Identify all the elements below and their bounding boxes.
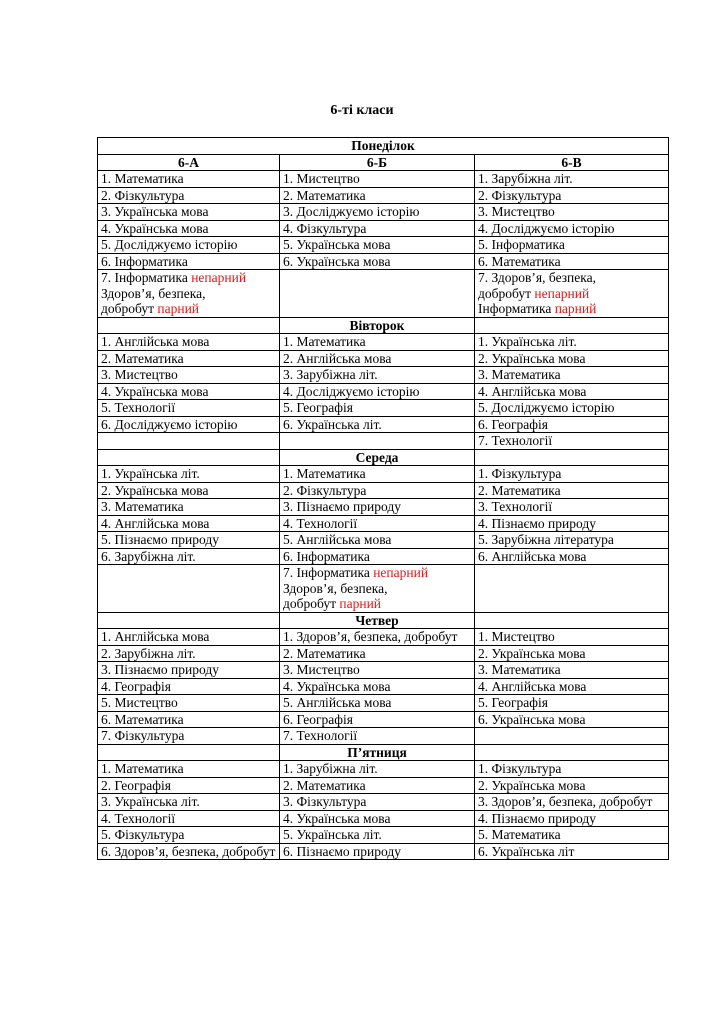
- lesson-cell: [475, 728, 669, 745]
- lesson-cell: 6. Математика: [98, 711, 280, 728]
- lesson-cell: [475, 565, 669, 613]
- table-row: [98, 728, 669, 745]
- lesson-cell: 4. Фізкультура: [280, 220, 475, 237]
- lesson-cell: 6. Українська мова: [475, 711, 669, 728]
- lesson-cell: 3. Пізнаємо природу: [280, 499, 475, 516]
- lesson-cell: 3. Математика: [98, 499, 280, 516]
- table-row: [98, 204, 669, 221]
- lesson-cell: 2. Математика: [280, 777, 475, 794]
- lesson-cell: 6. Географія: [280, 711, 475, 728]
- lesson-cell: 2. Українська мова: [475, 350, 669, 367]
- lesson-cell: 1. Мистецтво: [280, 171, 475, 188]
- table-row: [98, 695, 669, 712]
- class-header: 6-Б: [280, 154, 475, 171]
- cell-text: Інформатика: [478, 301, 555, 316]
- lesson-cell: 1. Фізкультура: [475, 466, 669, 483]
- lesson-cell: 2. Математика: [280, 187, 475, 204]
- table-row: [98, 499, 669, 516]
- lesson-cell: [475, 270, 669, 318]
- lesson-cell: 4. Українська мова: [98, 383, 280, 400]
- lesson-cell: [475, 612, 669, 629]
- lesson-cell: 1. Зарубіжна літ.: [280, 761, 475, 778]
- page-title: 6-ті класи: [330, 103, 394, 118]
- lesson-cell: 1. Математика: [280, 466, 475, 483]
- lesson-cell: 4. Англійська мова: [98, 515, 280, 532]
- table-row: [98, 565, 669, 613]
- lesson-cell: 4. Пізнаємо природу: [475, 515, 669, 532]
- table-row: [98, 711, 669, 728]
- table-row: [98, 466, 669, 483]
- lesson-cell: 3. Українська літ.: [98, 794, 280, 811]
- table-row: [98, 810, 669, 827]
- lesson-cell: 2. Українська мова: [475, 777, 669, 794]
- lesson-cell: [98, 317, 280, 334]
- lesson-cell: 4. Пізнаємо природу: [475, 810, 669, 827]
- parity-note: парний: [339, 596, 382, 611]
- day-header: Четвер: [280, 612, 475, 629]
- lesson-cell: 5. Українська літ.: [280, 827, 475, 844]
- table-row: [98, 220, 669, 237]
- day-header: Понеділок: [98, 138, 669, 155]
- lesson-cell: 5. Досліджуємо історію: [98, 237, 280, 254]
- table-row: [98, 367, 669, 384]
- lesson-cell: 1. Англійська мова: [98, 629, 280, 646]
- table-row: [98, 827, 669, 844]
- lesson-cell: 5. Математика: [475, 827, 669, 844]
- lesson-cell: 6. Англійська мова: [475, 548, 669, 565]
- lesson-cell: 1. Математика: [98, 171, 280, 188]
- lesson-cell: 3. Досліджуємо історію: [280, 204, 475, 221]
- lesson-cell: 5. Англійська мова: [280, 532, 475, 549]
- table-row: [98, 761, 669, 778]
- table-row: [98, 662, 669, 679]
- lesson-cell: 4. Англійська мова: [475, 383, 669, 400]
- lesson-cell: 6. Інформатика: [280, 548, 475, 565]
- lesson-cell: 4. Технології: [98, 810, 280, 827]
- class-header: 6-В: [475, 154, 669, 171]
- table-row: [98, 678, 669, 695]
- lesson-cell: 2. Фізкультура: [475, 187, 669, 204]
- lesson-cell: 5. Географія: [475, 695, 669, 712]
- day-row: [98, 138, 669, 155]
- table-row: [98, 416, 669, 433]
- lesson-cell: 1. Математика: [280, 334, 475, 351]
- lesson-cell: [98, 433, 280, 450]
- lesson-cell: 6. Українська літ: [475, 843, 669, 860]
- lesson-cell: 5. Досліджуємо історію: [475, 400, 669, 417]
- cell-text: 7. Інформатика: [101, 270, 192, 285]
- lesson-cell: 3. Математика: [475, 367, 669, 384]
- table-row: [98, 187, 669, 204]
- table-row: [98, 794, 669, 811]
- lesson-cell: [475, 317, 669, 334]
- parity-note: непарний: [191, 270, 247, 285]
- lesson-cell: [98, 744, 280, 761]
- lesson-cell: 4. Українська мова: [280, 678, 475, 695]
- table-row: [98, 843, 669, 860]
- lesson-cell: 1. Здоров’я, безпека, добробут: [280, 629, 475, 646]
- lesson-cell: 6. Українська мова: [280, 253, 475, 270]
- parity-note: парний: [554, 301, 597, 316]
- lesson-cell: 2. Англійська мова: [280, 350, 475, 367]
- lesson-cell: 2. Зарубіжна літ.: [98, 645, 280, 662]
- lesson-cell: 1. Українська літ.: [475, 334, 669, 351]
- lesson-cell: 1. Фізкультура: [475, 761, 669, 778]
- table-row: [98, 270, 669, 318]
- cell-text: 7. Інформатика: [283, 565, 374, 580]
- lesson-cell: 3. Українська мова: [98, 204, 280, 221]
- lesson-cell: 3. Здоров’я, безпека, добробут: [475, 794, 669, 811]
- table-row: [98, 515, 669, 532]
- lesson-cell: 5. Англійська мова: [280, 695, 475, 712]
- lesson-cell: 5. Пізнаємо природу: [98, 532, 280, 549]
- parity-note: парний: [157, 301, 200, 316]
- cell-text: добробут: [101, 301, 158, 316]
- lesson-cell: 6. Українська літ.: [280, 416, 475, 433]
- lesson-cell: 2. Математика: [475, 482, 669, 499]
- table-row: [98, 237, 669, 254]
- lesson-cell: 7. Технології: [280, 728, 475, 745]
- lesson-cell: [475, 449, 669, 466]
- lesson-cell: 7. Технології: [475, 433, 669, 450]
- lesson-cell: 5. Географія: [280, 400, 475, 417]
- table-row: [98, 334, 669, 351]
- lesson-cell: 3. Фізкультура: [280, 794, 475, 811]
- lesson-cell: 1. Українська літ.: [98, 466, 280, 483]
- day-header: П’ятниця: [280, 744, 475, 761]
- lesson-cell: 3. Мистецтво: [475, 204, 669, 221]
- table-row: [98, 383, 669, 400]
- lesson-cell: 2. Фізкультура: [98, 187, 280, 204]
- timetable: [97, 137, 669, 860]
- lesson-cell: 3. Мистецтво: [280, 662, 475, 679]
- lesson-cell: 2. Українська мова: [98, 482, 280, 499]
- table-row: [98, 548, 669, 565]
- lesson-cell: 3. Математика: [475, 662, 669, 679]
- lesson-cell: 6. Інформатика: [98, 253, 280, 270]
- lesson-cell: 1. Зарубіжна літ.: [475, 171, 669, 188]
- lesson-cell: [98, 612, 280, 629]
- lesson-cell: 1. Математика: [98, 761, 280, 778]
- table-row: [98, 482, 669, 499]
- table-row: [98, 777, 669, 794]
- lesson-cell: [280, 433, 475, 450]
- lesson-cell: 6. Географія: [475, 416, 669, 433]
- table-row: [98, 253, 669, 270]
- cell-text: Здоров’я, безпека,: [283, 580, 388, 596]
- parity-note: непарний: [534, 285, 590, 301]
- table-row: [98, 629, 669, 646]
- lesson-cell: 5. Мистецтво: [98, 695, 280, 712]
- lesson-cell: 6. Здоров’я, безпека, добробут: [98, 843, 280, 860]
- lesson-cell: 1. Мистецтво: [475, 629, 669, 646]
- lesson-cell: 4. Досліджуємо історію: [475, 220, 669, 237]
- parity-note: непарний: [373, 565, 429, 580]
- lesson-cell: 3. Пізнаємо природу: [98, 662, 280, 679]
- lesson-cell: 5. Українська мова: [280, 237, 475, 254]
- lesson-cell: 4. Технології: [280, 515, 475, 532]
- lesson-cell: 6. Математика: [475, 253, 669, 270]
- lesson-cell: 2. Математика: [280, 645, 475, 662]
- lesson-cell: 2. Географія: [98, 777, 280, 794]
- day-header: Середа: [280, 449, 475, 466]
- lesson-cell: 3. Зарубіжна літ.: [280, 367, 475, 384]
- table-row: [98, 433, 669, 450]
- lesson-cell: [98, 270, 280, 318]
- lesson-cell: [280, 270, 475, 318]
- lesson-cell: 1. Англійська мова: [98, 334, 280, 351]
- table-row: [98, 645, 669, 662]
- lesson-cell: [98, 449, 280, 466]
- day-row: [98, 612, 669, 629]
- lesson-cell: 2. Математика: [98, 350, 280, 367]
- lesson-cell: 5. Фізкультура: [98, 827, 280, 844]
- lesson-cell: 3. Технології: [475, 499, 669, 516]
- lesson-cell: [475, 744, 669, 761]
- cell-text: добробут: [283, 596, 340, 611]
- cell-text: добробут: [478, 285, 535, 301]
- table-row: [98, 171, 669, 188]
- lesson-cell: 5. Зарубіжна література: [475, 532, 669, 549]
- lesson-cell: 5. Інформатика: [475, 237, 669, 254]
- lesson-cell: 2. Фізкультура: [280, 482, 475, 499]
- lesson-cell: [280, 565, 475, 613]
- lesson-cell: 4. Географія: [98, 678, 280, 695]
- cell-text: 7. Здоров’я, безпека,: [478, 270, 596, 285]
- lesson-cell: 6. Пізнаємо природу: [280, 843, 475, 860]
- day-header: Вівторок: [280, 317, 475, 334]
- lesson-cell: 3. Мистецтво: [98, 367, 280, 384]
- class-header-row: [98, 154, 669, 171]
- lesson-cell: 6. Досліджуємо історію: [98, 416, 280, 433]
- table-row: [98, 532, 669, 549]
- lesson-cell: 4. Англійська мова: [475, 678, 669, 695]
- lesson-cell: [98, 565, 280, 613]
- lesson-cell: 4. Українська мова: [98, 220, 280, 237]
- lesson-cell: 4. Українська мова: [280, 810, 475, 827]
- day-row: [98, 744, 669, 761]
- table-row: [98, 350, 669, 367]
- lesson-cell: 5. Технології: [98, 400, 280, 417]
- class-header: 6-А: [98, 154, 280, 171]
- day-row: [98, 317, 669, 334]
- table-row: [98, 400, 669, 417]
- lesson-cell: 2. Українська мова: [475, 645, 669, 662]
- lesson-cell: 7. Фізкультура: [98, 728, 280, 745]
- lesson-cell: 6. Зарубіжна літ.: [98, 548, 280, 565]
- lesson-cell: 4. Досліджуємо історію: [280, 383, 475, 400]
- day-row: [98, 449, 669, 466]
- cell-text: Здоров’я, безпека,: [101, 285, 206, 301]
